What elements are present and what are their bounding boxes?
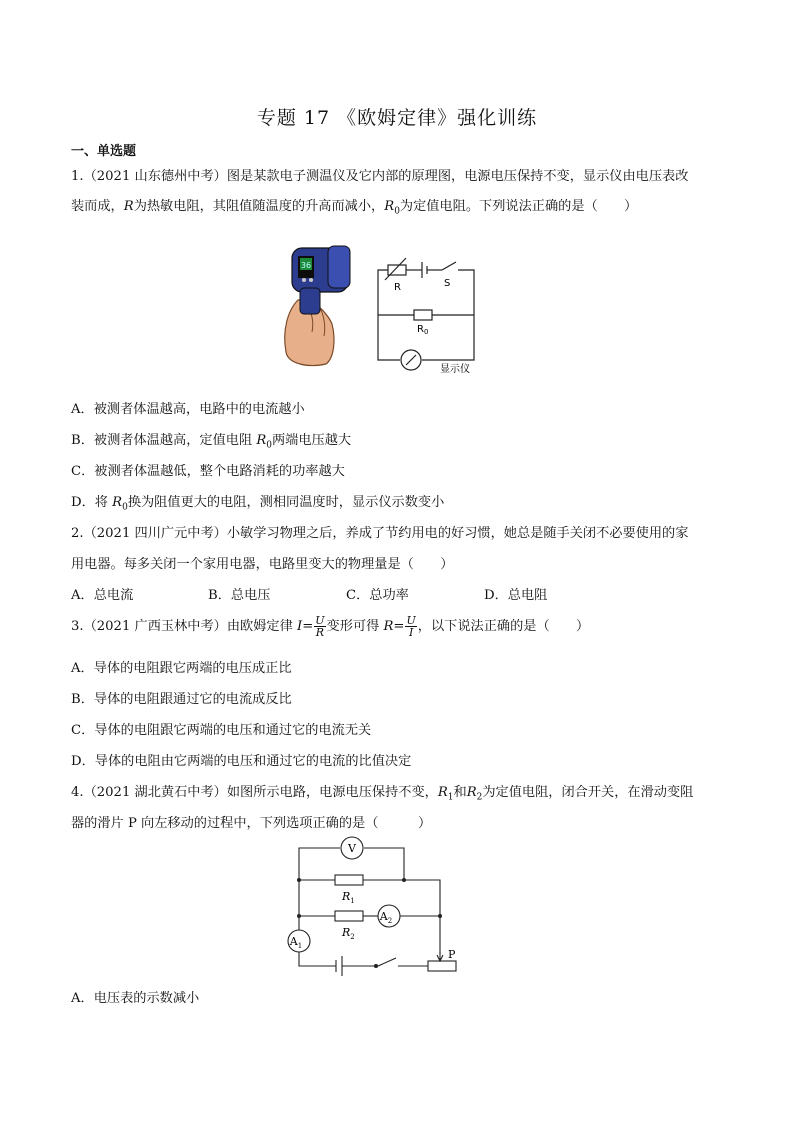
svg-text:A1: $A_1$ [289,935,303,950]
q4-option-a: A．电压表的示数减小 [71,991,200,1006]
q1-circuit-diagram [370,240,490,380]
q2-option-a: A．总电流 [71,588,134,603]
q2-stem-line1: 2.（2021 四川广元中考）小敏学习物理之后，养成了节约用电的好习惯，她总是随手关闭不必要使用的家 [71,526,689,541]
section-heading: 一、单选题 [71,144,137,159]
svg-text:36: 36 [300,261,312,270]
svg-text:显示仪: 显示仪 [440,364,470,375]
q3-option-d: D．导体的电阻由它两端的电压和通过它的电流的比值决定 [71,754,412,769]
q3-stem: 3.（2021 广西玉林中考）由欧姆定律 I= $\frac{U}{R}$ 变形可得 R= $\frac{U}{I}$ ，以下说法正确的是（ ） [71,614,590,639]
q4-stem-line1: 4.（2021 湖北黄石中考）如图所示电路，电源电压保持不变，$R_1$和$R_2$为定值电阻，闭合开关，在滑动变阻 [71,785,694,803]
q3-option-b: B．导体的电阻跟通过它的电流成反比 [71,692,292,707]
q1-stem-line1: 1.（2021 山东德州中考）图是某款电子测温仪及它内部的原理图，电源电压保持不变，显示仪由电压表改 [71,169,689,184]
q4-stem-line2: 器的滑片 P 向左移动的过程中，下列选项正确的是（ ） [71,816,432,831]
svg-text:R0: $R_0$ [417,324,429,336]
q1-option-d: D．将 $R_0$换为阻值更大的电阻，测相同温度时，显示仪示数变小 [71,495,445,513]
svg-text:V: V [348,842,356,855]
q2-option-b: B．总电压 [208,588,271,603]
q2-option-c: C．总功率 [346,588,409,603]
svg-text:R1: $R_1$ [342,890,355,905]
svg-text:S: S [444,278,451,289]
q2-option-d: D．总电阻 [484,588,548,603]
q2-stem-line2: 用电器。每多关闭一个家用电器，电路里变大的物理量是（ ） [71,557,454,572]
thermometer-gun-image [268,240,358,370]
page-title: 专题 17 《欧姆定律》强化训练 [256,107,538,129]
svg-text:R: R [394,282,401,293]
svg-text:A2: $A_2$ [379,910,393,925]
q1-option-c: C．被测者体温越低，整个电路消耗的功率越大 [71,464,345,479]
q3-option-c: C．导体的电阻跟它两端的电压和通过它的电流无关 [71,723,372,738]
q1-option-a: A．被测者体温越高，电路中的电流越小 [71,402,305,417]
q1-stem-line2: 装而成，R为热敏电阻，其阻值随温度的升高而减小，$R_0$为定值电阻。下列说法正确的是（ ） [71,199,638,217]
q1-option-b: B．被测者体温越高，定值电阻 $R_0$两端电压越大 [71,433,352,451]
svg-text:P: P [448,948,456,961]
q4-circuit-diagram [282,834,472,980]
q3-option-a: A．导体的电阻跟它两端的电压成正比 [71,661,292,676]
svg-text:R2: $R_2$ [342,926,355,941]
